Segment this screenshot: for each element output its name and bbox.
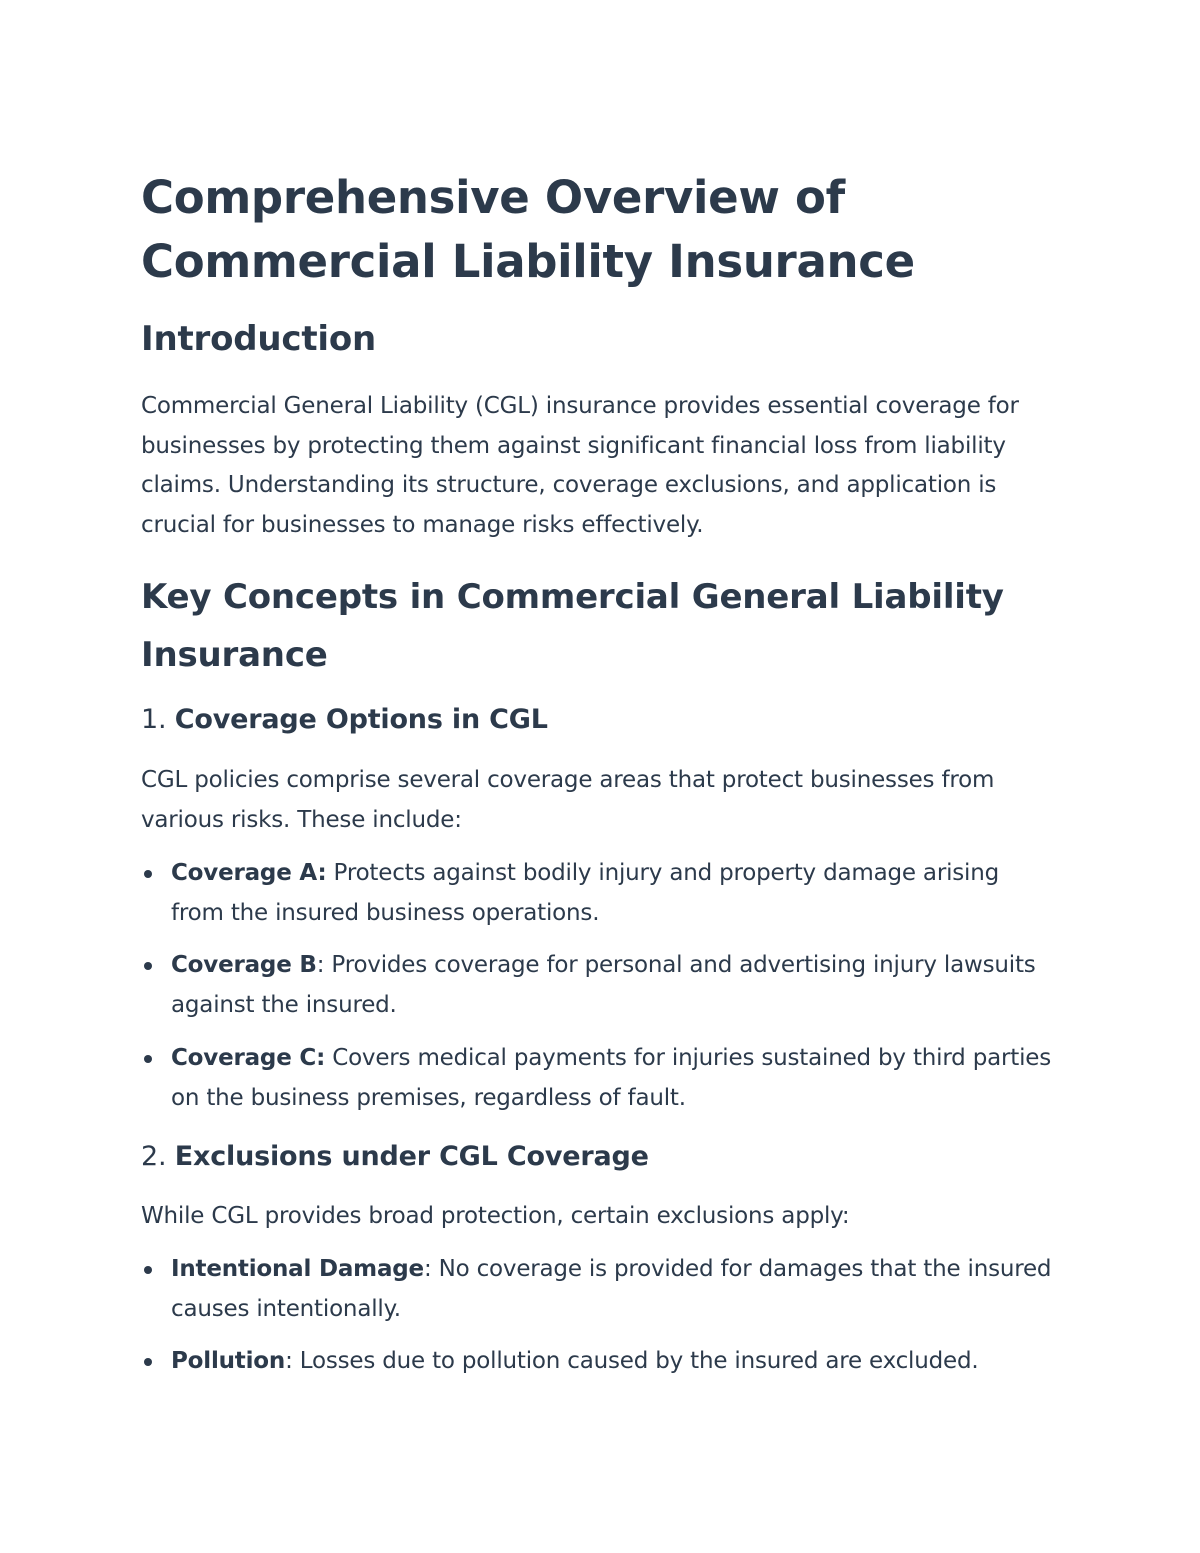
key-concepts-heading: Key Concepts in Commercial General Liability Insurance [141, 577, 1004, 675]
section-2-intro: While CGL provides broad protection, certain exclusions apply: [141, 1203, 850, 1229]
section-1-number: 1. [141, 704, 167, 735]
bullet-icon [144, 1358, 152, 1366]
section-1-heading [141, 701, 548, 739]
section-1-intro: CGL policies comprise several coverage areas that protect businesses from various risks. These include: [141, 767, 995, 833]
list-item-text: Losses due to pollution caused by the insured are excluded. [292, 1348, 979, 1374]
introduction-heading: Introduction [141, 319, 377, 359]
list-item-text: Provides coverage for personal and advertising injury lawsuits against the insured. [171, 952, 1036, 1018]
document-title: Comprehensive Overview of Commercial Liability Insurance [141, 171, 915, 288]
list-item-term: Coverage A [171, 860, 318, 886]
list-item-term: Pollution [171, 1348, 286, 1374]
section-1-title: Coverage Options in CGL [174, 704, 548, 735]
list-item-text: No coverage is provided for damages that the insured causes intentionally. [171, 1256, 1052, 1322]
section-2-title: Exclusions under CGL Coverage [174, 1141, 649, 1172]
bullet-icon [144, 962, 152, 970]
list-item-term: Coverage C [171, 1045, 317, 1071]
list-item-term: Coverage B [171, 952, 317, 978]
list-item-text: Protects against bodily injury and property damage arising from the insured business operations. [171, 860, 1000, 926]
bullet-icon [144, 870, 152, 878]
list-item-term: Intentional Damage [171, 1256, 424, 1282]
list-item-text: Covers medical payments for injuries sustained by third parties on the business premises, regardless of fault. [171, 1045, 1051, 1111]
bullet-icon [144, 1055, 152, 1063]
section-2-heading [141, 1138, 649, 1176]
bullet-icon [144, 1266, 152, 1274]
introduction-paragraph: Commercial General Liability (CGL) insurance provides essential coverage for businesses by protecting them against significant financial loss from liability claims. Understanding its structure, coverage exclusions, and application is crucial for businesses to manage risks effectively. [141, 393, 1019, 538]
section-2-number: 2. [141, 1141, 167, 1172]
